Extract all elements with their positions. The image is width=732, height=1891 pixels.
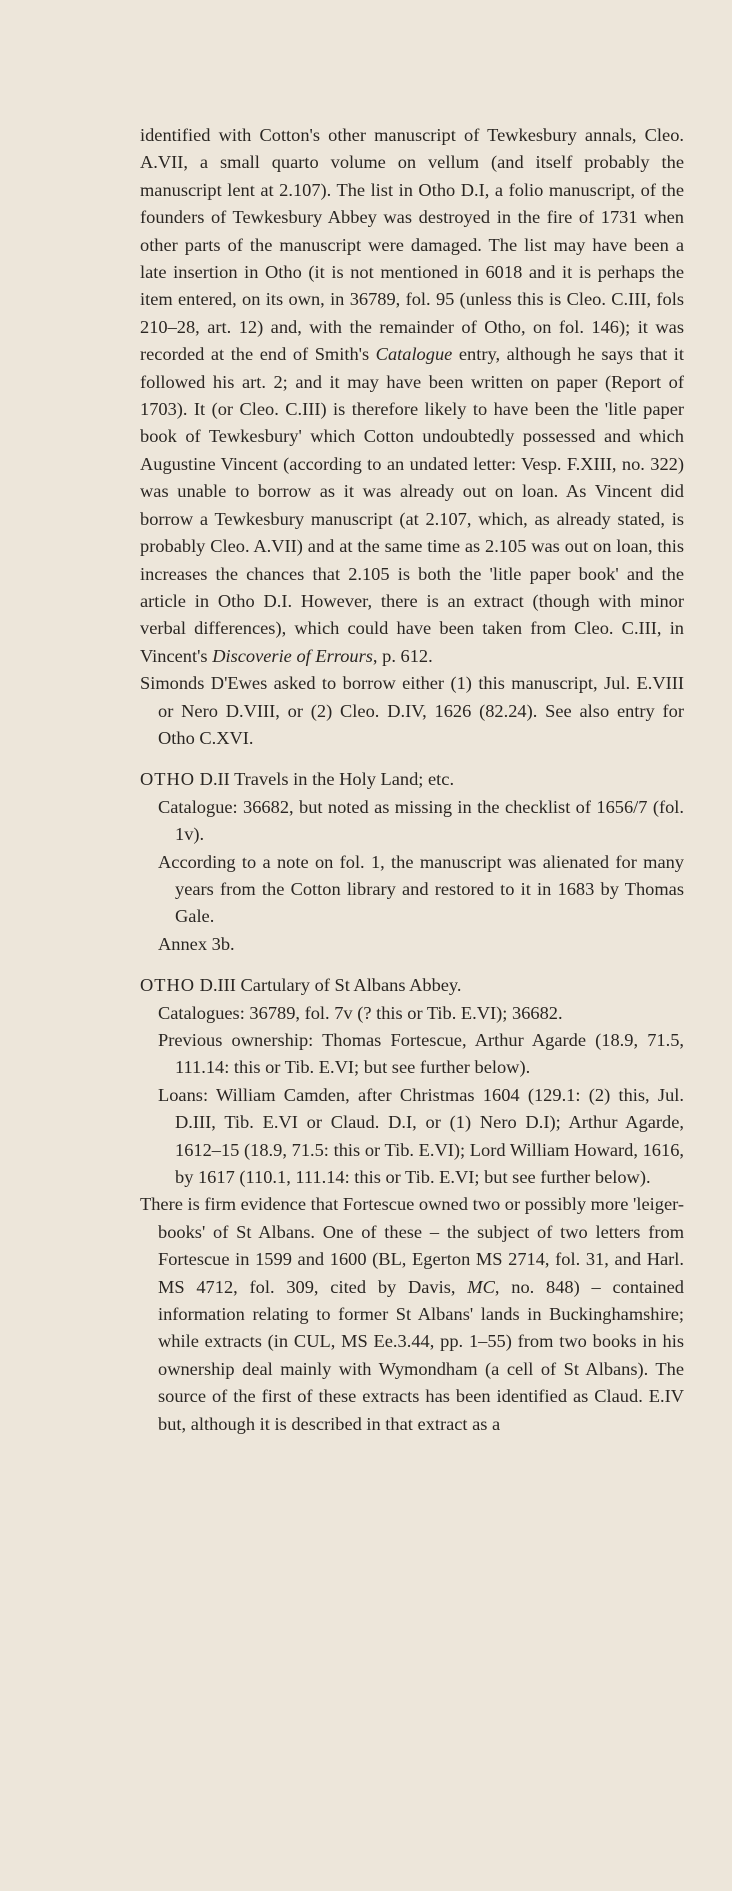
shelfmark-label: OTHO	[140, 769, 196, 790]
evidence-text-2: , no. 848) – contained information relating to former St Albans' lands in Buckinghamshire; while extracts (in CUL, MS Ee.3.44, pp. 1–55) from two books in his ownership deal mainly with Wymondham (a cell of St Albans). The source of the first of these extracts has been identified as Claud. E.IV but, although it is described in that extract as a	[158, 1276, 684, 1434]
catalogue-line: Catalogue: 36682, but noted as missing in the checklist of 1656/7 (fol. 1v).	[158, 796, 684, 845]
continuation-text-3: , p. 612.	[372, 645, 433, 666]
mc-title: MC	[467, 1276, 495, 1297]
loans-line: Loans: William Camden, after Christmas 1604 (129.1: (2) this, Jul. D.III, Tib. E.VI or Claud. D.I, or (1) Nero D.I); Arthur Agarde, 1612–15 (18.9, 71.5: this or Tib. E.VI); Lord William Howard, 1616, by 1617 (110.1, 111.14: this or Tib. E.VI; but see further below).	[158, 1084, 684, 1188]
annex-line: Annex 3b.	[158, 933, 235, 954]
evidence-text-1: There is firm evidence that Fortescue owned two or possibly more 'leiger-books' of St Albans. One of these – the subject of two letters from Fortescue in 1599 and 1600 (BL, Egerton MS 2714, fol. 31, and Harl. MS 4712, fol. 309, cited by Davis,	[140, 1194, 684, 1297]
evidence-paragraph	[140, 1191, 684, 1438]
continuation-text-1: identified with Cotton's other manuscript of Tewkesbury annals, Cleo. A.VII, a small quarto volume on vellum (and itself probably the manuscript lent at 2.107). The list in Otho D.I, a folio manuscript, of the founders of Tewkesbury Abbey was destroyed in the fire of 1731 when other parts of the manuscript were damaged. The list may have been a late insertion in Otho (it is not mentioned in 6018 and it is perhaps the item entered, on its own, in 36789, fol. 95 (unless this is Cleo. C.III, fols 210–28, art. 12) and, with the remainder of Otho, on fol. 146); it was recorded at the end of Smith's	[140, 125, 684, 365]
dewes-paragraph: Simonds D'Ewes asked to borrow either (1) this manuscript, Jul. E.VIII or Nero D.VIII, or (2) Cleo. D.IV, 1626 (82.24). See also entry for Otho C.XVI.	[140, 673, 684, 748]
continuation-paragraph	[140, 122, 684, 670]
entry-title: D.II Travels in the Holy Land; etc.	[195, 769, 455, 790]
entry-otho-d2	[140, 766, 684, 958]
discoverie-title: Discoverie of Errours	[212, 645, 373, 666]
catalogue-title: Catalogue	[375, 344, 453, 365]
note-line: According to a note on fol. 1, the manuscript was alienated for many years from the Cotton library and restored to it in 1683 by Thomas Gale.	[158, 851, 684, 927]
page-text	[140, 122, 684, 1438]
shelfmark-label: OTHO	[140, 975, 196, 996]
continuation-text-2: entry, although he says that it followed his art. 2; and it may have been written on paper (Report of 1703). It (or Cleo. C.III) is therefore likely to have been the 'litle paper book of Tewkesbury' which Cotton undoubtedly possessed and which Augustine Vincent (according to an undated letter: Vesp. F.XIII, no. 322) was unable to borrow as it was already out on loan. As Vincent did borrow a Tewkesbury manuscript (at 2.107, which, as already stated, is probably Cleo. A.VII) and at the same time as 2.105 was out on loan, this increases the chances that 2.105 is both the 'litle paper book' and the article in Otho D.I. However, there is an extract (though with minor verbal differences), which could have been taken from Cleo. C.III, in Vincent's	[140, 344, 684, 666]
ownership-line: Previous ownership: Thomas Fortescue, Arthur Agarde (18.9, 71.5, 111.14: this or Tib. E.VI; but see further below).	[158, 1030, 684, 1078]
entry-heading	[140, 766, 684, 793]
catalogues-line: Catalogues: 36789, fol. 7v (? this or Tib. E.VI); 36682.	[158, 1002, 563, 1023]
entry-otho-d3	[140, 972, 684, 1438]
entry-heading	[140, 972, 684, 999]
entry-title: D.III Cartulary of St Albans Abbey.	[195, 975, 462, 996]
